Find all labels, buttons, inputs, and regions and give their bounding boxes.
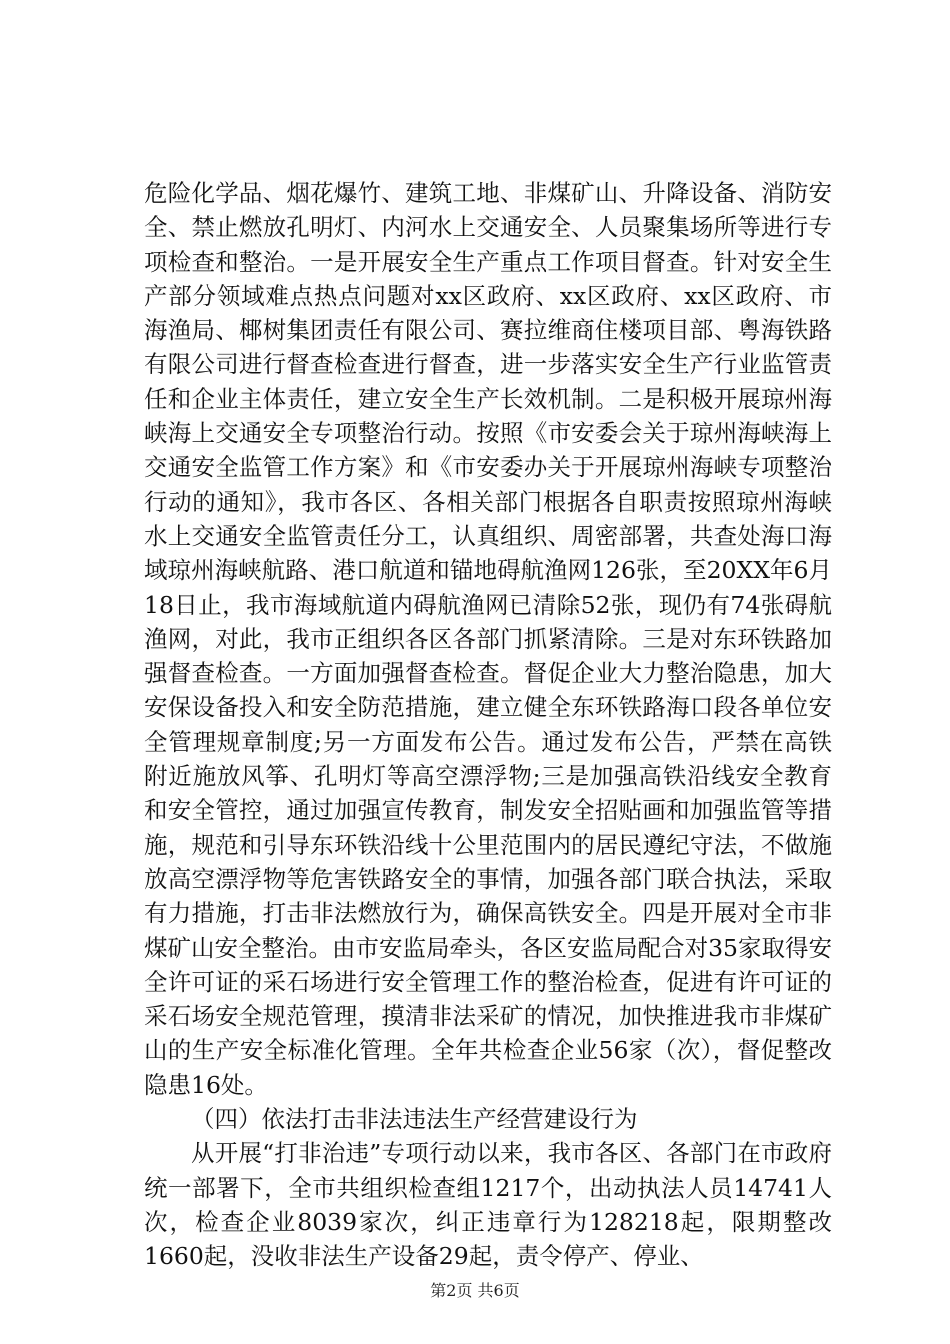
document-body <box>144 176 832 1274</box>
body-paragraph: 危险化学品、烟花爆竹、建筑工地、非煤矿山、升降设备、消防安全、禁止燃放孔明灯、内河水上交通安全、人员聚集场所等进行专项检查和整治。一是开展安全生产重点工作项目督查。针对安全生产部分领域难点热点问题对xx区政府、xx区政府、xx区政府、市海渔局、椰树集团责任有限公司、赛拉维商住楼项目部、粤海铁路有限公司进行督查检查进行督查，进一步落实安全生产行业监管责任和企业主体责任，建立安全生产长效机制。二是积极开展琼州海峡海上交通安全专项整治行动。按照《市安委会关于琼州海峡海上交通安全监管工作方案》和《市安委办关于开展琼州海峡专项整治行动的通知》，我市各区、各相关部门根据各自职责按照琼州海峡水上交通安全监管责任分工，认真组织、周密部署，共查处海口海域琼州海峡航路、港口航道和锚地碍航渔网126张，至20XX年6月18日止，我市海域航道内碍航渔网已清除52张，现仍有74张碍航渔网，对此，我市正组织各区各部门抓紧清除。三是对东环铁路加强督查检查。一方面加强督查检查。督促企业大力整治隐患，加大安保设备投入和安全防范措施，建立健全东环铁路海口段各单位安全管理规章制度;另一方面发布公告。通过发布公告，严禁在高铁附近施放风筝、孔明灯等高空漂浮物;三是加强高铁沿线安全教育和安全管控，通过加强宣传教育，制发安全招贴画和加强监管等措施，规范和引导东环铁沿线十公里范围内的居民遵纪守法，不做施放高空漂浮物等危害铁路安全的事情，加强各部门联合执法，采取有力措施，打击非法燃放行为，确保高铁安全。四是开展对全市非煤矿山安全整治。由市安监局牵头，各区安监局配合对35家取得安全许可证的采石场进行安全管理工作的整治检查，促进有许可证的采石场安全规范管理，摸清非法采矿的情况，加快推进我市非煤矿山的生产安全标准化管理。全年共检查企业56家（次），督促整改隐患16处。 <box>144 179 832 1099</box>
page-footer: 第2页 共6页 <box>430 1281 520 1300</box>
body-paragraph: 从开展“打非治违”专项行动以来，我市各区、各部门在市政府统一部署下，全市共组织检查组1217个，出动执法人员14741人次，检查企业8039家次，纠正违章行为128218起，限期整改1660起，没收非法生产设备29起，责令停产、停业、 <box>144 1139 832 1271</box>
section-heading: （四）依法打击非法违法生产经营建设行为 <box>191 1105 638 1134</box>
